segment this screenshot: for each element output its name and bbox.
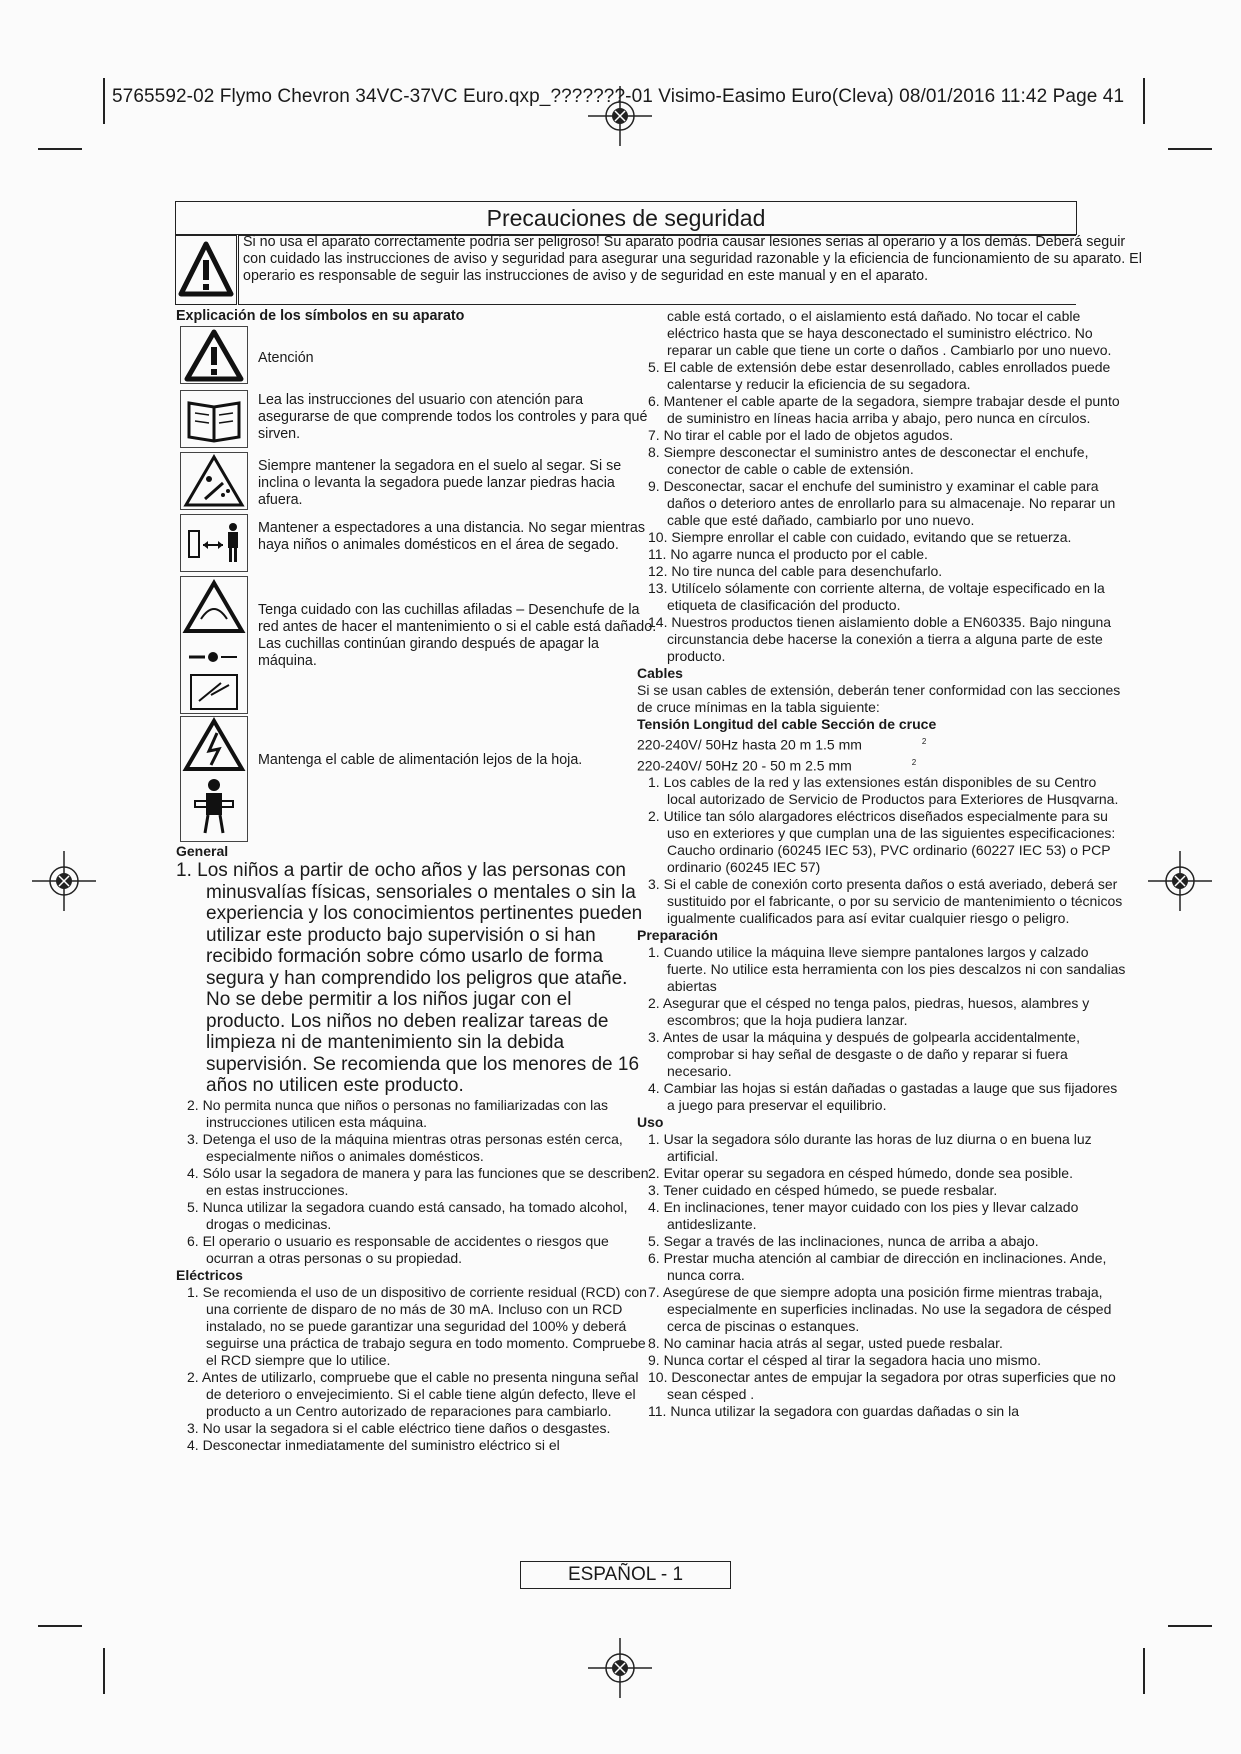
list-item: 11. No agarre nunca el producto por el cable. [648,546,928,562]
section-heading-cables: Cables [637,665,683,681]
list-item: 7. Asegúrese de que siempre adopta una posición firme mientras trabaja, especialmente en superficies inclinadas. No use la segadora de césped cerca de piscinas o estanques. [648,1284,1112,1335]
section-heading-uso: Uso [637,1114,664,1131]
list-item: 2. Asegurar que el césped no tenga palos, piedras, huesos, alambres y escombros; que la hoja pudiera lanzar. [648,995,1090,1029]
list-item: 9. Desconectar, sacar el enchufe del suministro y examinar el cable para daños o deterioro antes de enrollarlo para su almacenaje. No reparar un cable que esté dañado, cambiarlo por uno nuevo. [648,478,1116,528]
warning-triangle-icon [181,327,247,383]
symbol-box [180,514,248,572]
continued-paragraph: cable está cortado, o el aislamiento está dañado. No tocar el cable eléctrico hasta que se haya desconectado el suministro eléctrico. No reparar un cable que tiene un corte o daños . Cambiarlo por uno nuevo. [667,308,1112,358]
list-item: 7. No tirar el cable por el lado de objetos agudos. [648,427,954,443]
list-item: 4. En inclinaciones, tener mayor cuidado con los pies y llevar calzado antideslizante. [648,1199,1079,1233]
cables-intro: Si se usan cables de extensión, deberán tener conformidad con las secciones de cruce mínimas en la tabla siguiente: [637,682,1121,715]
section-heading-electricos: Eléctricos [176,1266,243,1283]
flying-stones-icon [181,453,247,509]
list-item: 11. Nunca utilizar la segadora con guardas dañadas o sin la [648,1403,1019,1420]
cable-table [637,716,1127,774]
list-item: 5. Segar a través de las inclinaciones, nunca de arriba a abajo. [648,1233,1039,1250]
list-item: 8. Siempre desconectar el suministro antes de desconectar el enchufe, conector de cable o cable de extensión. [648,444,1089,477]
crop-mark [1168,148,1212,150]
cable-table-row: 220-240V/ 50Hz hasta 20 m 1.5 mm $^2$ [637,736,927,753]
right-column [637,308,1127,1420]
list-item: 8. No caminar hacia atrás al segar, usted puede resbalar. [648,1335,1003,1352]
section-heading-general: General [176,843,229,859]
registration-mark-icon [588,1636,652,1700]
blade-hazard-icon [181,577,247,713]
symbol-box [180,390,248,448]
list-item: 4. Cambiar las hojas si están dañadas o gastadas a lauge que sus fijadores a juego para preservar el equilibrio. [648,1080,1118,1114]
warning-icon-box [175,235,237,305]
crop-mark [1143,1648,1145,1694]
list-item: 1. Se recomienda el uso de un dispositivo de corriente residual (RCD) con una corriente de disparo de no más de 30 mA. Incluso con un RCD instalado, no se puede garantizar una seguridad del 100% y deberá seguirse una práctica de trabajo segura en todo momento. Compruebe el RCD siempre que lo utilice. [187,1283,647,1368]
file-slug: 5765592-02 Flymo Chevron 34VC-37VC Euro.qxp_???????-01 Visimo-Easimo Euro(Cleva) 08/01/2016 11:42 Page 41 [112,86,1125,107]
list-item: 1. Los niños a partir de ocho años y las personas con minusvalías físicas, sensoriales o mentales o sin la experiencia y los conocimientos pertinentes pueden utilizar este producto bajo supervisión o si han recibido formación sobre cómo usarlo de forma segura y han comprendido los peligros que atañe. No se debe permitir a los niños jugar con el producto. Los niños no deben realizar tareas de limpieza ni de mantenimiento sin la debida supervisión. Se recomienda que los menores de 16 años no utilicen este producto. [176,860,643,1096]
symbol-text: Atención [258,350,314,366]
registration-mark-icon [1148,849,1212,913]
crop-mark [38,148,82,150]
list-item: 10. Desconectar antes de empujar la segadora por otras superficies que no sean césped . [648,1369,1116,1403]
symbol-box [180,576,248,714]
list-item: 2. No permita nunca que niños o personas no familiarizadas con las instrucciones utilicen esta máquina. [187,1096,609,1130]
list-item: 1. Los cables de la red y las extensiones están disponibles de su Centro local autorizado de Servicio de Productos para Exteriores de Husqvarna. [648,774,1119,808]
crop-mark [38,1625,82,1627]
list-item: 6. Prestar mucha atención al cambiar de dirección en inclinaciones. Ande, nunca corra. [648,1250,1107,1284]
list-item: 6. El operario o usuario es responsable de accidentes o riesgos que ocurran a otras personas o su propiedad. [187,1232,609,1266]
list-item: 3. Si el cable de conexión corto presenta daños o está averiado, deberá ser sustituido por el fabricante, o por su servicio de mantenimiento o técnicos igualmente cualificados para así evitar cualquier riesgo o peligro. [648,876,1123,927]
crop-mark [103,1648,105,1694]
crop-mark [103,78,105,124]
symbol-box [180,326,248,384]
symbol-text: Siempre mantener la segadora en el suelo al segar. Si se inclina o levanta la segadora puede lanzar piedras hacia afuera. [258,458,622,508]
page-title: Precauciones de seguridad [175,201,1077,235]
list-item: 9. Nunca cortar el césped al tirar la segadora hacia uno mismo. [648,1352,1041,1369]
manual-book-icon [181,391,247,447]
list-item: 10. Siempre enrollar el cable con cuidado, evitando que se retuerza. [648,529,1072,545]
list-item: 5. Nunca utilizar la segadora cuando está cansado, ha tomado alcohol, drogas o medicinas. [187,1198,628,1232]
registration-mark-icon [32,849,96,913]
list-item: 2. Utilice tan sólo alargadores eléctricos diseñados especialmente para su uso en exteriores y que cumplan una de las siguientes especificaciones: Caucho ordinario (60245 IEC 53), PVC ordinario (60227 IEC 53) o PCP ordinario (60245 IEC 57) [648,808,1116,876]
electric-hazard-icon [181,717,247,841]
bystander-distance-icon [181,515,247,571]
cable-table-row: 220-240V/ 50Hz 20 - 50 m 2.5 mm $^2$ [637,757,917,774]
list-item: 3. Antes de usar la máquina y después de golpearla accidentalmente, comprobar si hay señal de desgaste o de daño y reparar si fuera necesario. [648,1029,1080,1080]
symbol-box [180,452,248,510]
cable-table-header: Tensión Longitud del cable Sección de cruce [637,716,937,732]
symbol-text: Lea las instrucciones del usuario con atención para asegurarse de que comprende todos los controles y para qué sirven. [258,392,648,442]
list-item: 6. Mantener el cable aparte de la segadora, siempre trabajar desde el punto de suministro en líneas hacia arriba y abajo, pero nunca en círculos. [648,393,1120,426]
list-item: 3. Tener cuidado en césped húmedo, se puede resbalar. [648,1182,998,1199]
list-item: 2. Antes de utilizarlo, compruebe que el cable no presenta ninguna señal de deterioro o envejecimiento. Si el cable tiene algún defecto, lleve el producto a un Centro autorizado de reparaciones para cambiarlo. [187,1368,639,1419]
crop-mark [1168,1625,1212,1627]
symbol-text: Mantener a espectadores a una distancia. No segar mientras haya niños o animales domésticos en el área de segado. [258,520,646,553]
symbols-heading: Explicación de los símbolos en su aparato [176,308,465,324]
page-footer: ESPAÑOL - 1 [520,1561,731,1589]
list-item: 2. Evitar operar su segadora en césped húmedo, donde sea posible. [648,1165,1073,1182]
left-column [176,843,652,1454]
warning-triangle-icon [176,236,236,304]
list-item: 4. Sólo usar la segadora de manera y para las funciones que se describen en estas instrucciones. [187,1164,649,1198]
list-item: 13. Utilícelo sólamente con corriente alterna, de voltaje especificado en la etiqueta de clasificación del producto. [648,580,1105,613]
crop-mark [1143,78,1145,124]
warning-text: Si no usa el aparato correctamente podría ser peligroso! Su aparato podría causar lesiones serias al operario y a los demás. Deberá seguir con cuidado las instrucciones de aviso y seguridad para asegurar una seguridad razonable y la eficiencia de funcionamiento de su aparato. El operario es responsable de seguir las instrucciones de aviso y de seguridad en este manual y en el aparato. [243,234,1142,284]
list-item: 14. Nuestros productos tienen aislamiento doble a EN60335. Bajo ninguna circunstancia debe hacerse la conexión a tierra a alguna parte de este producto. [648,614,1112,664]
list-item: 12. No tire nunca del cable para desenchufarlo. [648,563,943,579]
list-item: 4. Desconectar inmediatamente del suministro eléctrico si el [187,1436,560,1453]
list-item: 3. Detenga el uso de la máquina mientras otras personas estén cerca, especialmente niños o animales domésticos. [187,1130,623,1164]
symbol-text: Tenga cuidado con las cuchillas afiladas – Desenchufe de la red antes de hacer el mantenimiento o si el cable está dañado. Las cuchillas continúan girando después de apagar la máquina. [258,602,657,669]
list-item: 1. Cuando utilice la máquina lleve siempre pantalones largos y calzado fuerte. No utilice esta herramienta con los pies descalzos ni con sandalias abiertas [648,944,1126,995]
symbol-text: Mantenga el cable de alimentación lejos de la hoja. [258,752,583,768]
list-item: 1. Usar la segadora sólo durante las horas de luz diurna o en buena luz artificial. [648,1131,1092,1165]
list-item: 3. No usar la segadora si el cable eléctrico tiene daños o desgastes. [187,1419,611,1436]
list-item: 5. El cable de extensión debe estar desenrollado, cables enrollados puede calentarse y reducir la eficiencia de su segadora. [648,359,1111,392]
symbol-box [180,716,248,842]
section-heading-preparacion: Preparación [637,927,718,944]
